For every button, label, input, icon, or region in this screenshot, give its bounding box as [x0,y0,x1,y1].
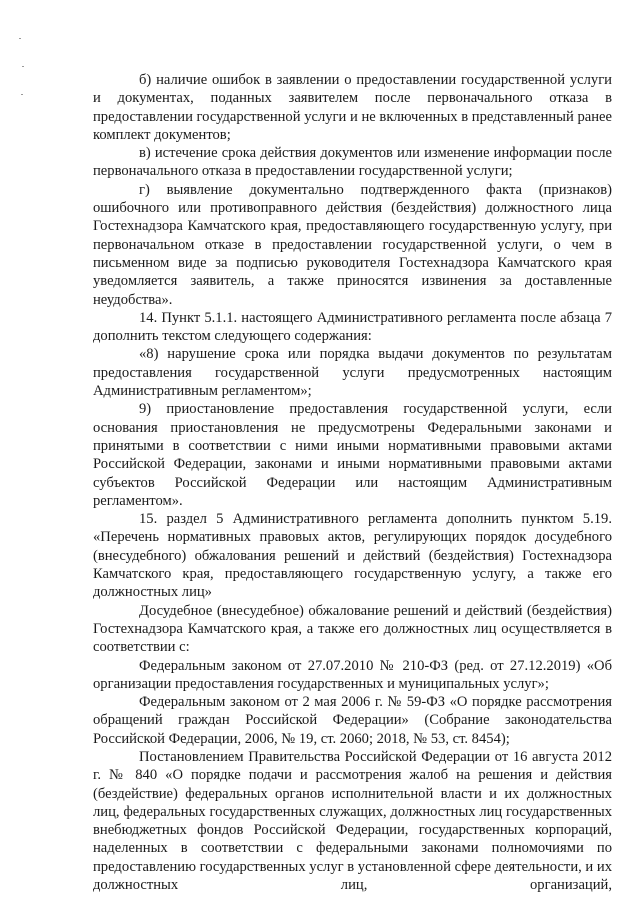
paragraph-clause-8: «8) нарушение срока или порядка выдачи документов по результатам предоставления государственной услуги предусмотренных настоящим Административным регламентом»; [93,346,612,400]
paragraph-b-errors: б) наличие ошибок в заявлении о предоставлении государственной услуги и документах, поданных заявителем после первоначального отказа в предоставлении государственной услуги и не включенных в представленный ранее комплект документов; [93,72,612,143]
paragraph-appeal-basis: Досудебное (внесудебное) обжалование решений и действий (бездействия) Гостехнадзора Камчатского края, а также его должностных лиц осуществляется в соответствии с: [93,602,612,656]
paragraph-v-expiry: в) истечение срока действия документов или изменение информации после первоначального отказа в предоставлении государственной услуги; [93,145,612,180]
paragraph-item-14: 14. Пункт 5.1.1. настоящего Административного регламента после абзаца 7 дополнить текстом следующего содержания: [93,309,612,345]
scan-speck [21,94,23,95]
paragraph-clause-9: 9) приостановление предоставления государственной услуги, если основания приостановления не предусмотрены Федеральными законами и принятыми в соответствии с ними иными нормативными правовыми актами Российской Федерации, законами и иными нормативными правовыми актами субъектов Российской Федерации или настоящим Административным регламентом». [93,401,612,509]
paragraph-law-59: Федеральным законом от 2 мая 2006 г. № 59-ФЗ «О порядке рассмотрения обращений граждан Российской Федерации» (Собрание законодательства Российской Федерации, 2006, № 19, ст. 2060; 2018, № 53, ст. 8454); [93,694,612,747]
document-body [93,71,612,894]
paragraph-law-210: Федеральным законом от 27.07.2010 № 210-ФЗ (ред. от 27.12.2019) «Об организации предоставления государственных и муниципальных услуг»; [93,657,612,692]
paragraph-item-15: 15. раздел 5 Административного регламента дополнить пунктом 5.19. «Перечень нормативных правовых актов, регулирующих порядок досудебного (внесудебного) обжалования решений и действий (бездействия) Гостехнадзора Камчатского края, предоставляющего государственную услугу, а также его должностных лиц» [93,511,612,601]
scan-speck [22,66,24,67]
paragraph-resolution-840: Постановлением Правительства Российской Федерации от 16 августа 2012 г. № 840 «О порядке подачи и рассмотрения жалоб на решения и действия (бездействие) федеральных органов исполнительной власти и их должностных лиц, федеральных государственных служащих, должностных лиц государственных внебюджетных фондов Российской Федерации, государственных корпораций, наделенных в соответствии с федеральными законами полномочиями по предоставлению государственных услуг в установленной сфере деятельности, и их должностных лиц, организаций, [93,748,612,894]
paragraph-g-violation: г) выявление документально подтвержденного факта (признаков) ошибочного или противоправного действия (бездействия) должностного лица Гостехнадзора Камчатского края, предоставляющего государственную услугу, при первоначальном отказе в предоставлении государственной услуги, о чем в письменном виде за подписью руководителя Гостехнадзора Камчатского края уведомляется заявитель, а также приносятся извинения за доставленные неудобства». [93,181,612,308]
scan-speck [19,38,21,39]
